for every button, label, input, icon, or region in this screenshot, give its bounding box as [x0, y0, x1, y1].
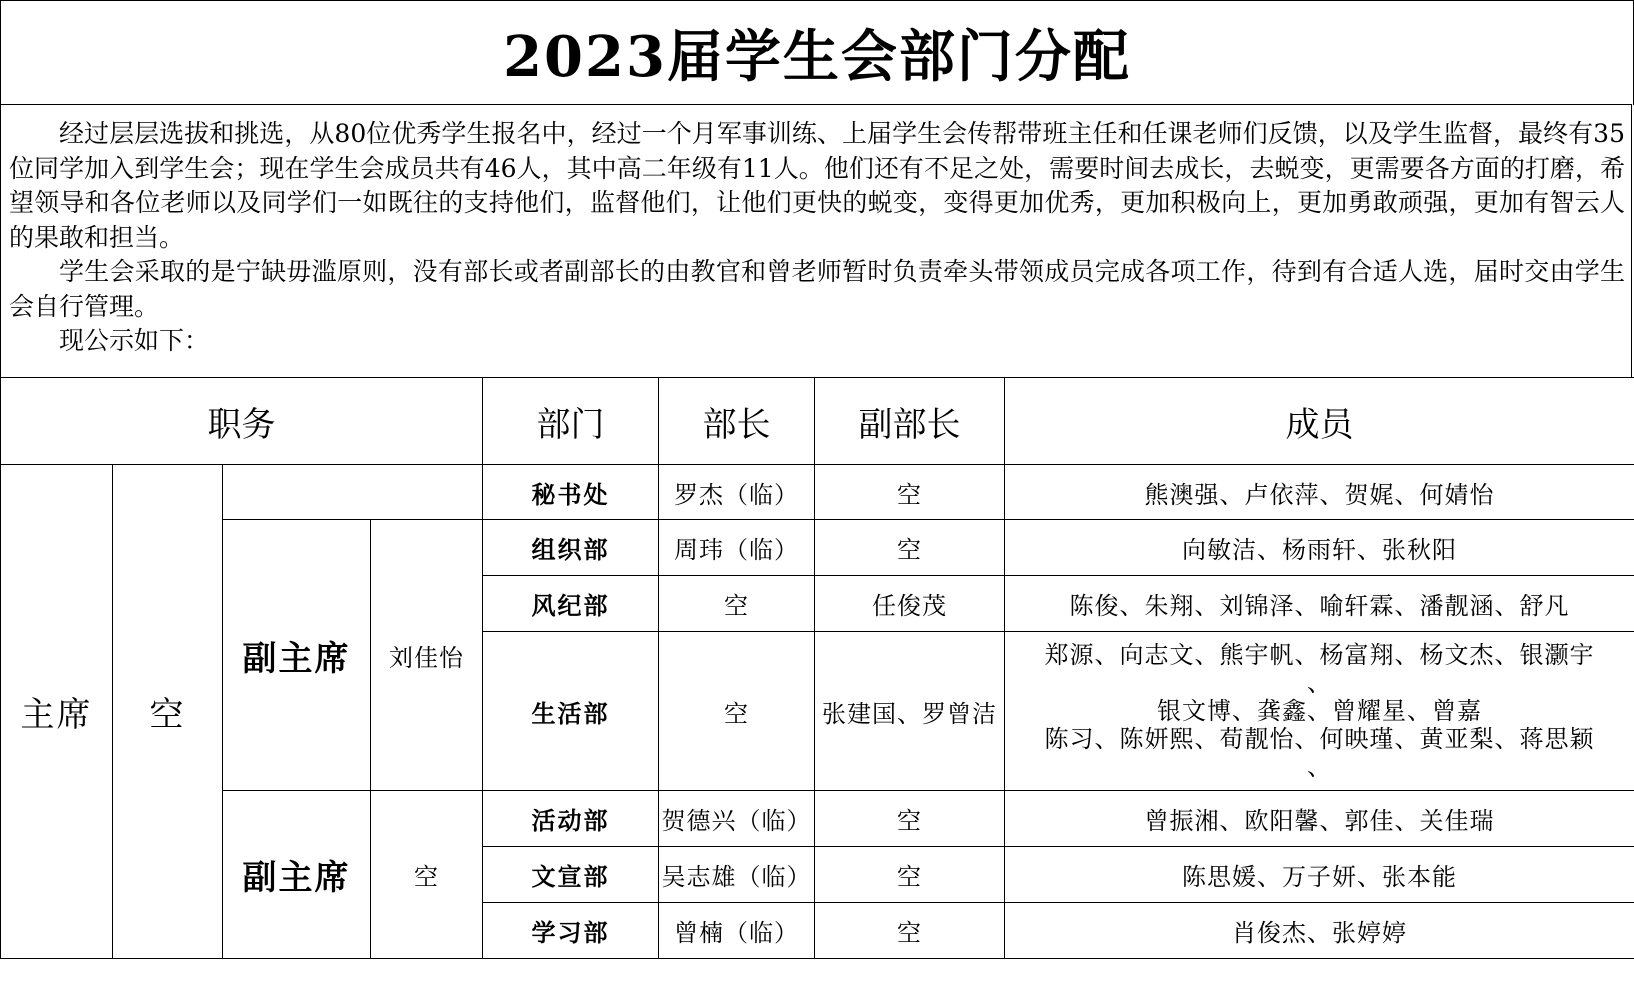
members-line: 银文博、龚鑫、曾耀星、曾嘉: [1157, 697, 1482, 725]
minister-cell: 贺德兴（临）: [659, 791, 815, 847]
header-members: 成员: [1005, 378, 1634, 465]
vice-minister-cell: 空: [815, 791, 1005, 847]
members-cell: 曾振湘、欧阳馨、郭佳、关佳瑞: [1005, 791, 1634, 847]
vice-minister-cell: 任俊茂: [815, 576, 1005, 632]
department-table: [0, 377, 1634, 959]
intro-paragraph-2: 学生会采取的是宁缺毋滥原则，没有部长或者副部长的由教官和曾老师暂时负责牵头带领成员完成各项工作，待到有合适人选，届时交由学生会自行管理。: [9, 257, 1625, 321]
header-department: 部门: [483, 378, 659, 465]
table-row: [1, 791, 1634, 847]
vice-minister-cell: 空: [815, 903, 1005, 959]
department-cell: 活动部: [483, 791, 659, 847]
members-cell: [1005, 632, 1634, 791]
title-box: [0, 0, 1634, 105]
members-line: 郑源、向志文、熊宇帆、杨富翔、杨文杰、银灏宇: [1044, 641, 1595, 669]
vice-minister-cell: 张建国、罗曾洁: [815, 632, 1005, 791]
minister-cell: 空: [659, 632, 815, 791]
intro-paragraph-1: 经过层层选拔和挑选，从80位优秀学生报名中，经过一个月军事训练、上届学生会传帮带班主任和任课老师们反馈，以及学生监督，最终有35位同学加入到学生会；现在学生会成员共有46人，其中高二年级有11人。他们还有不足之处，需要时间去成长，去蜕变，更需要各方面的打磨，希望领导和各位老师以及同学们一如既往的支持他们，监督他们，让他们更快的蜕变，变得更加优秀，更加积极向上，更加勇敢顽强，更加有智云人的果敢和担当。: [9, 119, 1625, 252]
members-cell: 肖俊杰、张婷婷: [1005, 903, 1634, 959]
members-cell: 熊澳强、卢依萍、贺娓、何婧怡: [1005, 465, 1634, 520]
vice-minister-cell: 空: [815, 847, 1005, 903]
empty-cell: [223, 465, 483, 520]
vice-minister-cell: 空: [815, 465, 1005, 520]
members-line: 陈习、陈妍熙、荀靓怡、何映瑾、黄亚梨、蒋思颖: [1044, 725, 1595, 753]
table-row: [1, 465, 1634, 520]
members-cell: 向敏洁、杨雨轩、张秋阳: [1005, 520, 1634, 576]
intro-text: [0, 104, 1632, 377]
vice-chair-name: 空: [371, 791, 483, 959]
vice-chair-label: 副主席: [223, 791, 371, 959]
members-line: 、: [1307, 669, 1332, 697]
header-vice-minister: 副部长: [815, 378, 1005, 465]
vice-minister-cell: 空: [815, 520, 1005, 576]
table-row: [1, 520, 1634, 576]
header-minister: 部长: [659, 378, 815, 465]
members-cell: 陈思媛、万子妍、张本能: [1005, 847, 1634, 903]
minister-cell: 吴志雄（临）: [659, 847, 815, 903]
chairman-name: 空: [113, 465, 223, 959]
minister-cell: 周玮（临）: [659, 520, 815, 576]
members-line: 、: [1307, 753, 1332, 781]
minister-cell: 曾楠（临）: [659, 903, 815, 959]
department-cell: 文宣部: [483, 847, 659, 903]
header-row: [1, 378, 1634, 465]
minister-cell: 罗杰（临）: [659, 465, 815, 520]
intro-paragraph-3: 现公示如下：: [59, 326, 210, 355]
document-title: 2023届学生会部门分配: [503, 24, 1131, 90]
minister-cell: 空: [659, 576, 815, 632]
department-cell: 组织部: [483, 520, 659, 576]
members-cell: 陈俊、朱翔、刘锦泽、喻轩霖、潘靓涵、舒凡: [1005, 576, 1634, 632]
vice-chair-label: 副主席: [223, 520, 371, 791]
header-position: 职务: [1, 378, 483, 465]
department-cell: 风纪部: [483, 576, 659, 632]
vice-chair-name: 刘佳怡: [371, 520, 483, 791]
department-cell: 生活部: [483, 632, 659, 791]
department-cell: 学习部: [483, 903, 659, 959]
chairman-label: 主席: [1, 465, 113, 959]
department-cell: 秘书处: [483, 465, 659, 520]
